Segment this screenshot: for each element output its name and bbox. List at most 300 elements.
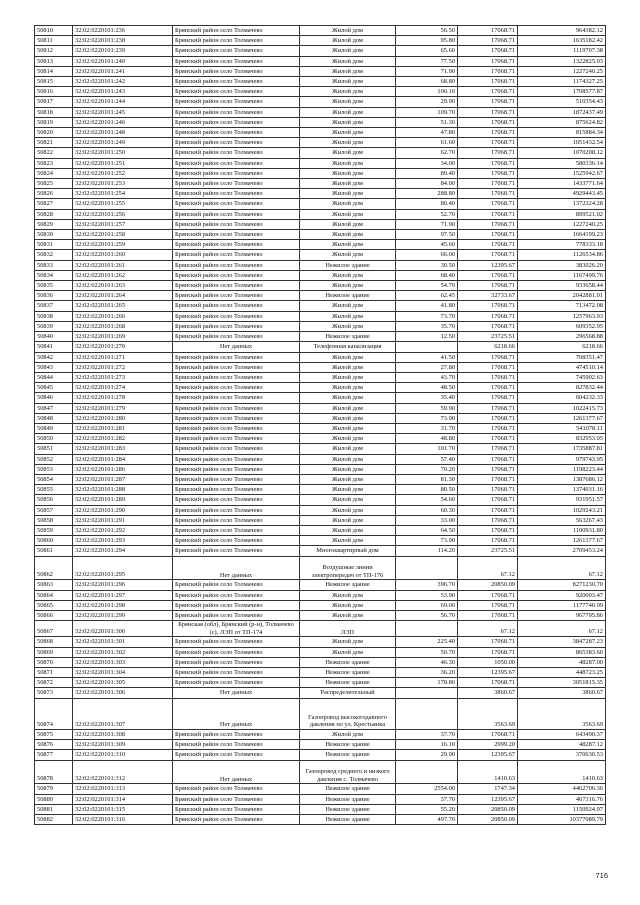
cadastral-number-cell: 32:02:0220101:256 xyxy=(73,209,173,219)
row-number-cell: 50849 xyxy=(35,423,73,433)
area-cell: 46.30 xyxy=(396,657,458,667)
object-type-cell: ЛЭП xyxy=(300,621,396,637)
object-type-cell: Газопровод высокогодавного давления по ул. Крестьянка xyxy=(300,698,396,729)
cadastral-value-cell: 467316.76 xyxy=(518,794,606,804)
area-cell: 396.70 xyxy=(396,580,458,590)
object-type-cell: Жилой дом xyxy=(300,87,396,97)
cadastral-table xyxy=(34,25,606,825)
object-type-cell: Жилой дом xyxy=(300,536,396,546)
cadastral-value-cell: 48287.12 xyxy=(518,740,606,750)
area-cell: 48.50 xyxy=(396,383,458,393)
row-number-cell: 50837 xyxy=(35,301,73,311)
specific-value-cell: 17068.71 xyxy=(458,525,518,535)
document-page xyxy=(34,25,605,825)
object-type-cell: Жилой дом xyxy=(300,729,396,739)
address-cell: Брянский район село Толмачево xyxy=(173,362,300,372)
address-cell: Брянский район село Толмачево xyxy=(173,107,300,117)
cadastral-value-cell: 1022415.73 xyxy=(518,403,606,413)
table-row xyxy=(35,454,606,464)
cadastral-number-cell: 32:02:0220101:263 xyxy=(73,281,173,291)
area-cell: 29.90 xyxy=(396,750,458,760)
cadastral-value-cell: 827832.44 xyxy=(518,383,606,393)
area-cell: 35.70 xyxy=(396,321,458,331)
object-type-cell: Жилой дом xyxy=(300,46,396,56)
area-cell: 16.10 xyxy=(396,740,458,750)
area-cell: 2554.00 xyxy=(396,784,458,794)
cadastral-number-cell: 32:02:0220101:292 xyxy=(73,525,173,535)
specific-value-cell: 17068.71 xyxy=(458,590,518,600)
object-type-cell: Жилой дом xyxy=(300,362,396,372)
cadastral-value-cell: 778333.18 xyxy=(518,240,606,250)
area-cell: 71.90 xyxy=(396,219,458,229)
specific-value-cell: 17068.71 xyxy=(458,189,518,199)
row-number-cell: 50841 xyxy=(35,342,73,352)
table-row xyxy=(35,270,606,280)
object-type-cell: Жилой дом xyxy=(300,270,396,280)
table-row xyxy=(35,515,606,525)
object-type-cell: Жилой дом xyxy=(300,610,396,620)
area-cell: 50.70 xyxy=(396,647,458,657)
cadastral-value-cell: 967795.86 xyxy=(518,610,606,620)
address-cell: Брянский район село Толмачево xyxy=(173,580,300,590)
object-type-cell: Жилой дом xyxy=(300,138,396,148)
object-type-cell: Нежилое здание xyxy=(300,804,396,814)
cadastral-number-cell: 32:02:0220101:245 xyxy=(73,107,173,117)
cadastral-number-cell: 32:02:0220101:316 xyxy=(73,814,173,824)
cadastral-value-cell: 1635182.42 xyxy=(518,36,606,46)
area-cell: 34.00 xyxy=(396,158,458,168)
area-cell: 68.80 xyxy=(396,77,458,87)
address-cell: Брянский район село Толмачево xyxy=(173,647,300,657)
specific-value-cell: 17068.71 xyxy=(458,219,518,229)
table-row xyxy=(35,311,606,321)
cadastral-value-cell: 510354.43 xyxy=(518,97,606,107)
row-number-cell: 50843 xyxy=(35,362,73,372)
cadastral-number-cell: 32:02:0220101:260 xyxy=(73,250,173,260)
area-cell: 100.10 xyxy=(396,87,458,97)
address-cell: Брянский район село Толмачево xyxy=(173,301,300,311)
row-number-cell: 50844 xyxy=(35,372,73,382)
object-type-cell: Жилой дом xyxy=(300,26,396,36)
row-number-cell: 50816 xyxy=(35,87,73,97)
row-number-cell: 50871 xyxy=(35,667,73,677)
row-number-cell: 50847 xyxy=(35,403,73,413)
object-type-cell: Жилой дом xyxy=(300,505,396,515)
area-cell: 47.80 xyxy=(396,128,458,138)
address-cell: Брянский район село Толмачево xyxy=(173,372,300,382)
specific-value-cell: 6218.66 xyxy=(458,342,518,352)
table-row xyxy=(35,332,606,342)
table-row xyxy=(35,647,606,657)
table-row xyxy=(35,240,606,250)
table-row xyxy=(35,393,606,403)
address-cell: Брянский район село Толмачево xyxy=(173,148,300,158)
object-type-cell: Жилой дом xyxy=(300,56,396,66)
cadastral-value-cell: 1387686.12 xyxy=(518,474,606,484)
area-cell: 73.90 xyxy=(396,413,458,423)
cadastral-number-cell: 32:02:0220101:272 xyxy=(73,362,173,372)
row-number-cell: 50881 xyxy=(35,804,73,814)
cadastral-value-cell: 1374031.16 xyxy=(518,485,606,495)
cadastral-value-cell: 745902.63 xyxy=(518,372,606,382)
row-number-cell: 50858 xyxy=(35,515,73,525)
cadastral-value-cell: 708351.47 xyxy=(518,352,606,362)
specific-value-cell: 17068.71 xyxy=(458,434,518,444)
table-row xyxy=(35,352,606,362)
address-cell: Брянский район село Толмачево xyxy=(173,158,300,168)
row-number-cell: 50876 xyxy=(35,740,73,750)
table-row xyxy=(35,621,606,637)
row-number-cell: 50833 xyxy=(35,260,73,270)
specific-value-cell: 17068.71 xyxy=(458,647,518,657)
row-number-cell: 50860 xyxy=(35,536,73,546)
address-cell: Брянский район село Толмачево xyxy=(173,46,300,56)
object-type-cell: Жилой дом xyxy=(300,117,396,127)
cadastral-number-cell: 32:02:0220101:269 xyxy=(73,332,173,342)
cadastral-number-cell: 32:02:0220101:255 xyxy=(73,199,173,209)
specific-value-cell: 17068.71 xyxy=(458,474,518,484)
cadastral-number-cell: 32:02:0220101:300 xyxy=(73,621,173,637)
area-cell: 64.50 xyxy=(396,525,458,535)
cadastral-value-cell: 832953.05 xyxy=(518,434,606,444)
cadastral-value-cell: 875624.82 xyxy=(518,117,606,127)
address-cell: Брянский район село Толмачево xyxy=(173,678,300,688)
specific-value-cell: 12395.67 xyxy=(458,667,518,677)
specific-value-cell: 17068.71 xyxy=(458,36,518,46)
area-cell: 53.90 xyxy=(396,590,458,600)
cadastral-number-cell: 32:02:0220101:241 xyxy=(73,66,173,76)
cadastral-number-cell: 32:02:0220101:258 xyxy=(73,230,173,240)
cadastral-number-cell: 32:02:0220101:313 xyxy=(73,784,173,794)
specific-value-cell: 17068.71 xyxy=(458,56,518,66)
cadastral-number-cell: 32:02:0220101:254 xyxy=(73,189,173,199)
row-number-cell: 50823 xyxy=(35,158,73,168)
cadastral-value-cell: 609352.95 xyxy=(518,321,606,331)
object-type-cell: Жилой дом xyxy=(300,434,396,444)
address-cell: Брянский район село Толмачево xyxy=(173,750,300,760)
object-type-cell: Жилой дом xyxy=(300,474,396,484)
cadastral-number-cell: 32:02:0220101:315 xyxy=(73,804,173,814)
object-type-cell: Жилой дом xyxy=(300,128,396,138)
object-type-cell: Жилой дом xyxy=(300,321,396,331)
row-number-cell: 50819 xyxy=(35,117,73,127)
specific-value-cell: 17068.71 xyxy=(458,464,518,474)
cadastral-number-cell: 32:02:0220101:259 xyxy=(73,240,173,250)
cadastral-value-cell: 67.12 xyxy=(518,621,606,637)
object-type-cell: Жилой дом xyxy=(300,36,396,46)
area-cell: 30.50 xyxy=(396,260,458,270)
address-cell: Брянский район село Толмачево xyxy=(173,97,300,107)
cadastral-value-cell: 448723.25 xyxy=(518,667,606,677)
table-row xyxy=(35,260,606,270)
table-row xyxy=(35,117,606,127)
table-row xyxy=(35,138,606,148)
object-type-cell: Жилой дом xyxy=(300,495,396,505)
cadastral-number-cell: 32:02:0220101:273 xyxy=(73,372,173,382)
table-row xyxy=(35,804,606,814)
cadastral-value-cell: 964382.12 xyxy=(518,26,606,36)
area-cell: 33.00 xyxy=(396,515,458,525)
address-cell: Брянский район село Толмачево xyxy=(173,281,300,291)
object-type-cell: Жилой дом xyxy=(300,444,396,454)
table-row xyxy=(35,556,606,580)
specific-value-cell: 17068.71 xyxy=(458,270,518,280)
address-cell: Брянский район село Толмачево xyxy=(173,270,300,280)
object-type-cell: Жилой дом xyxy=(300,179,396,189)
address-cell: Брянский район село Толмачево xyxy=(173,495,300,505)
object-type-cell: Жилой дом xyxy=(300,250,396,260)
row-number-cell: 50856 xyxy=(35,495,73,505)
object-type-cell: Нежилое здание xyxy=(300,794,396,804)
cadastral-number-cell: 32:02:0220101:308 xyxy=(73,729,173,739)
table-row xyxy=(35,199,606,209)
table-row xyxy=(35,600,606,610)
table-row xyxy=(35,97,606,107)
specific-value-cell: 17068.71 xyxy=(458,362,518,372)
cadastral-value-cell: 1257963.93 xyxy=(518,311,606,321)
cadastral-number-cell: 32:02:0220101:264 xyxy=(73,291,173,301)
table-row xyxy=(35,729,606,739)
object-type-cell: Жилой дом xyxy=(300,189,396,199)
row-number-cell: 50873 xyxy=(35,688,73,698)
specific-value-cell: 67.12 xyxy=(458,556,518,580)
cadastral-value-cell: 920003.47 xyxy=(518,590,606,600)
area-cell: 62.70 xyxy=(396,148,458,158)
specific-value-cell: 17068.71 xyxy=(458,230,518,240)
area-cell: 55.20 xyxy=(396,804,458,814)
row-number-cell: 50861 xyxy=(35,546,73,556)
address-cell: Брянский район село Толмачево xyxy=(173,590,300,600)
cadastral-number-cell: 32:02:0220101:304 xyxy=(73,667,173,677)
table-row xyxy=(35,128,606,138)
cadastral-number-cell: 32:02:0220101:293 xyxy=(73,536,173,546)
row-number-cell: 50828 xyxy=(35,209,73,219)
object-type-cell: Жилой дом xyxy=(300,383,396,393)
cadastral-value-cell: 604232.33 xyxy=(518,393,606,403)
cadastral-value-cell: 1261377.67 xyxy=(518,413,606,423)
specific-value-cell: 17068.71 xyxy=(458,637,518,647)
area-cell: 101.70 xyxy=(396,444,458,454)
specific-value-cell: 1050.00 xyxy=(458,657,518,667)
object-type-cell: Нежилое здание xyxy=(300,750,396,760)
cadastral-number-cell: 32:02:0220101:236 xyxy=(73,26,173,36)
object-type-cell: Жилой дом xyxy=(300,393,396,403)
specific-value-cell: 3563.69 xyxy=(458,698,518,729)
cadastral-number-cell: 32:02:0220101:243 xyxy=(73,87,173,97)
area-cell xyxy=(396,760,458,784)
row-number-cell: 50813 xyxy=(35,56,73,66)
row-number-cell: 50827 xyxy=(35,199,73,209)
area-cell: 288.80 xyxy=(396,189,458,199)
table-row xyxy=(35,403,606,413)
cadastral-number-cell: 32:02:0220101:242 xyxy=(73,77,173,87)
row-number-cell: 50832 xyxy=(35,250,73,260)
address-cell: Нет данных xyxy=(173,760,300,784)
specific-value-cell: 17068.71 xyxy=(458,403,518,413)
address-cell: Брянский район село Толмачево xyxy=(173,657,300,667)
specific-value-cell: 17068.71 xyxy=(458,495,518,505)
row-number-cell: 50830 xyxy=(35,230,73,240)
row-number-cell: 50868 xyxy=(35,637,73,647)
cadastral-value-cell: 1227240.25 xyxy=(518,66,606,76)
cadastral-number-cell: 32:02:0220101:253 xyxy=(73,179,173,189)
specific-value-cell: 17068.71 xyxy=(458,138,518,148)
area-cell: 56.50 xyxy=(396,26,458,36)
row-number-cell: 50839 xyxy=(35,321,73,331)
address-cell: Брянский район село Толмачево xyxy=(173,332,300,342)
cadastral-value-cell: 1664199.23 xyxy=(518,230,606,240)
specific-value-cell: 17068.71 xyxy=(458,209,518,219)
cadastral-number-cell: 32:02:0220101:249 xyxy=(73,138,173,148)
cadastral-value-cell: 979743.95 xyxy=(518,454,606,464)
area-cell: 54.70 xyxy=(396,281,458,291)
specific-value-cell: 20850.09 xyxy=(458,580,518,590)
specific-value-cell: 17068.71 xyxy=(458,107,518,117)
cadastral-value-cell: 6218.66 xyxy=(518,342,606,352)
specific-value-cell: 1747.34 xyxy=(458,784,518,794)
row-number-cell: 50825 xyxy=(35,179,73,189)
cadastral-number-cell: 32:02:0220101:302 xyxy=(73,647,173,657)
address-cell: Брянский район село Толмачево xyxy=(173,321,300,331)
table-row xyxy=(35,637,606,647)
area-cell xyxy=(396,621,458,637)
area-cell: 95.80 xyxy=(396,36,458,46)
address-cell: Брянский район село Толмачево xyxy=(173,117,300,127)
row-number-cell: 50821 xyxy=(35,138,73,148)
area-cell xyxy=(396,556,458,580)
cadastral-value-cell: 1410.63 xyxy=(518,760,606,784)
specific-value-cell: 17068.71 xyxy=(458,128,518,138)
cadastral-value-cell: 933658.44 xyxy=(518,281,606,291)
cadastral-number-cell: 32:02:0220101:301 xyxy=(73,637,173,647)
table-row xyxy=(35,413,606,423)
specific-value-cell: 17068.71 xyxy=(458,158,518,168)
table-row xyxy=(35,698,606,729)
address-cell: Брянский район село Толмачево xyxy=(173,667,300,677)
object-type-cell: Жилой дом xyxy=(300,485,396,495)
object-type-cell: Жилой дом xyxy=(300,515,396,525)
cadastral-value-cell: 1119707.38 xyxy=(518,46,606,56)
area-cell: 57.40 xyxy=(396,454,458,464)
area-cell: 37.70 xyxy=(396,794,458,804)
cadastral-number-cell: 32:02:0220101:294 xyxy=(73,546,173,556)
area-cell: 31.70 xyxy=(396,423,458,433)
address-cell: Брянский район село Толмачево xyxy=(173,168,300,178)
cadastral-number-cell: 32:02:0220101:252 xyxy=(73,168,173,178)
area-cell: 35.40 xyxy=(396,393,458,403)
cadastral-value-cell: 1051432.54 xyxy=(518,138,606,148)
row-number-cell: 50864 xyxy=(35,590,73,600)
table-row xyxy=(35,546,606,556)
row-number-cell: 50815 xyxy=(35,77,73,87)
cadastral-value-cell: 1372324.28 xyxy=(518,199,606,209)
cadastral-number-cell: 32:02:0220101:266 xyxy=(73,311,173,321)
specific-value-cell: 17068.71 xyxy=(458,485,518,495)
table-row xyxy=(35,291,606,301)
table-row xyxy=(35,46,606,56)
area-cell xyxy=(396,688,458,698)
object-type-cell: Жилой дом xyxy=(300,525,396,535)
object-type-cell: Нежилое здание xyxy=(300,657,396,667)
specific-value-cell: 23725.51 xyxy=(458,546,518,556)
table-row xyxy=(35,423,606,433)
cadastral-value-cell: 3847287.23 xyxy=(518,637,606,647)
cadastral-number-cell: 32:02:0220101:248 xyxy=(73,128,173,138)
specific-value-cell: 67.12 xyxy=(458,621,518,637)
cadastral-number-cell: 32:02:0220101:238 xyxy=(73,36,173,46)
address-cell: Брянский район село Толмачево xyxy=(173,260,300,270)
table-row xyxy=(35,87,606,97)
cadastral-value-cell: 1227240.25 xyxy=(518,219,606,229)
cadastral-number-cell: 32:02:0220101:246 xyxy=(73,117,173,127)
cadastral-number-cell: 32:02:0220101:244 xyxy=(73,97,173,107)
row-number-cell: 50834 xyxy=(35,270,73,280)
address-cell: Нет данных xyxy=(173,698,300,729)
specific-value-cell: 17068.71 xyxy=(458,515,518,525)
object-type-cell: Жилой дом xyxy=(300,66,396,76)
specific-value-cell: 17068.71 xyxy=(458,383,518,393)
object-type-cell: Нежилое здание xyxy=(300,740,396,750)
area-cell: 48.80 xyxy=(396,434,458,444)
specific-value-cell: 17068.71 xyxy=(458,240,518,250)
cadastral-value-cell: 1126534.86 xyxy=(518,250,606,260)
cadastral-value-cell: 3051815.35 xyxy=(518,678,606,688)
address-cell: Брянский район село Толмачево xyxy=(173,240,300,250)
area-cell: 225.40 xyxy=(396,637,458,647)
cadastral-value-cell: 2709453.24 xyxy=(518,546,606,556)
cadastral-value-cell: 8271230.70 xyxy=(518,580,606,590)
cadastral-value-cell: 4462706.36 xyxy=(518,784,606,794)
cadastral-number-cell: 32:02:0220101:282 xyxy=(73,434,173,444)
specific-value-cell: 32733.67 xyxy=(458,291,518,301)
address-cell: Брянский район село Толмачево xyxy=(173,199,300,209)
cadastral-value-cell: 643490.37 xyxy=(518,729,606,739)
specific-value-cell: 20850.09 xyxy=(458,814,518,824)
object-type-cell: Жилой дом xyxy=(300,199,396,209)
cadastral-value-cell: 1198223.44 xyxy=(518,464,606,474)
cadastral-value-cell: 3860.67 xyxy=(518,688,606,698)
row-number-cell: 50811 xyxy=(35,36,73,46)
cadastral-number-cell: 32:02:0220101:239 xyxy=(73,46,173,56)
row-number-cell: 50822 xyxy=(35,148,73,158)
area-cell: 37.70 xyxy=(396,729,458,739)
row-number-cell: 50857 xyxy=(35,505,73,515)
table-row xyxy=(35,383,606,393)
specific-value-cell: 17068.71 xyxy=(458,168,518,178)
area-cell: 97.50 xyxy=(396,230,458,240)
area-cell: 45.60 xyxy=(396,240,458,250)
row-number-cell: 50882 xyxy=(35,814,73,824)
row-number-cell: 50829 xyxy=(35,219,73,229)
table-row xyxy=(35,525,606,535)
row-number-cell: 50872 xyxy=(35,678,73,688)
row-number-cell: 50845 xyxy=(35,383,73,393)
object-type-cell: Газопровод среднего и низкого давления с. Толмачево xyxy=(300,760,396,784)
object-type-cell: Жилой дом xyxy=(300,158,396,168)
row-number-cell: 50812 xyxy=(35,46,73,56)
row-number-cell: 50880 xyxy=(35,794,73,804)
table-row xyxy=(35,688,606,698)
table-row xyxy=(35,610,606,620)
cadastral-number-cell: 32:02:0220101:314 xyxy=(73,794,173,804)
row-number-cell: 50854 xyxy=(35,474,73,484)
address-cell: Брянский район село Толмачево xyxy=(173,637,300,647)
area-cell: 73.90 xyxy=(396,536,458,546)
cadastral-value-cell: 899521.02 xyxy=(518,209,606,219)
address-cell: Брянский район село Толмачево xyxy=(173,311,300,321)
area-cell: 61.60 xyxy=(396,138,458,148)
cadastral-number-cell: 32:02:0220101:284 xyxy=(73,454,173,464)
